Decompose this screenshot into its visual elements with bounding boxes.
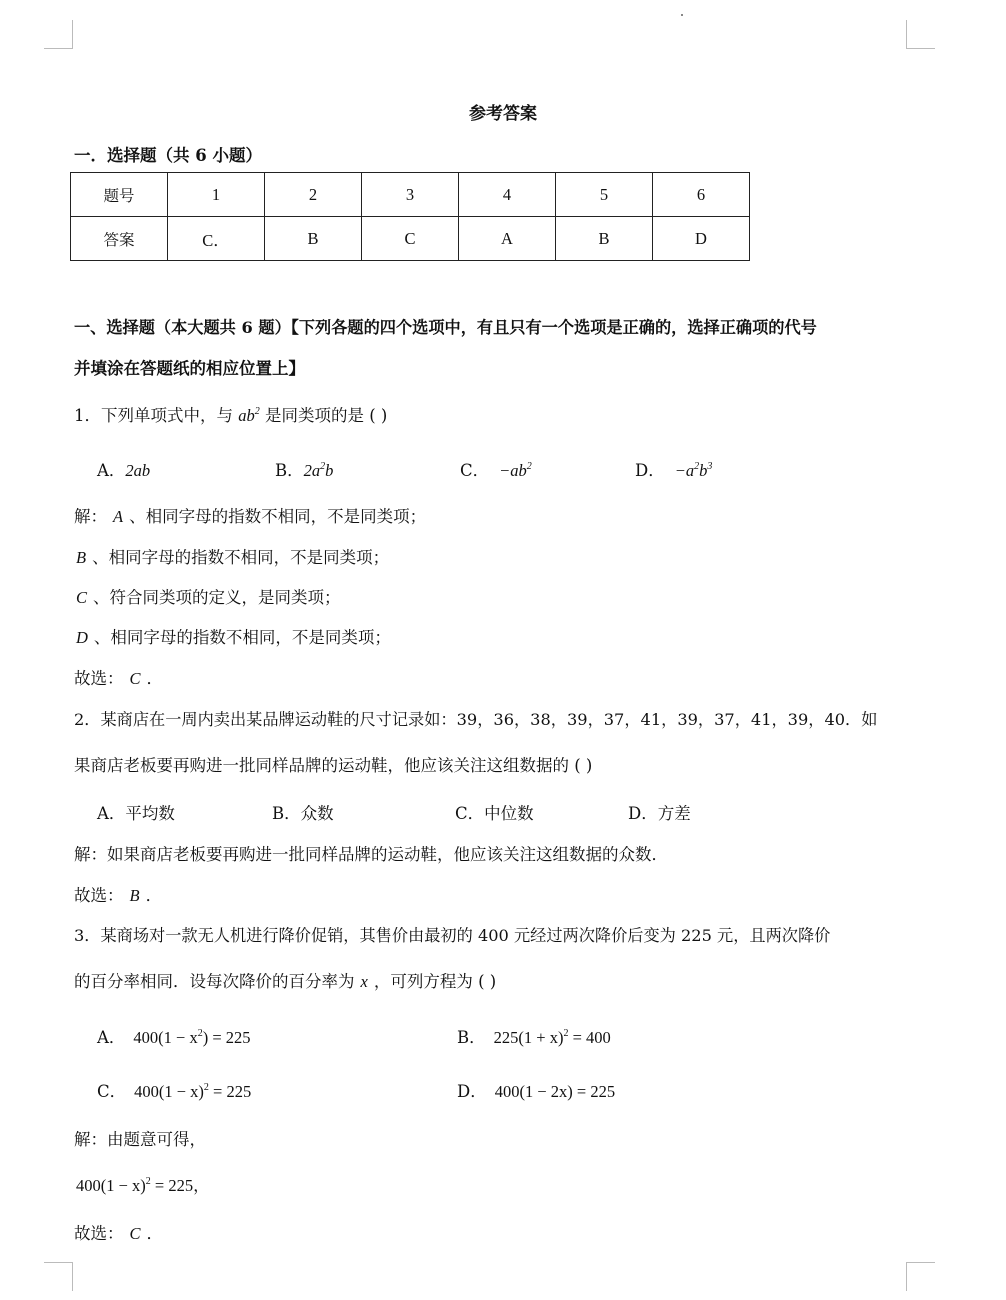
answer-table-answer-row (71, 217, 750, 261)
table-number: 2 (265, 173, 362, 217)
q1-solution-line: B 、相同字母的指数不相同，不是同类项； (76, 548, 390, 567)
q1-choice: 故选： C ． (74, 669, 164, 688)
page-dot (681, 14, 683, 16)
q1-option-a: A．2ab (97, 461, 151, 480)
q1-stem-prefix: 1．下列单项式中，与 (74, 406, 233, 425)
table-number: 4 (459, 173, 556, 217)
q3-stem-line1: 3．某商场对一款无人机进行降价促销，其售价由最初的 400 元经过两次降价后变为 225 元，且两次降价 (74, 926, 831, 945)
table-answer-label: 答案 (71, 217, 168, 261)
q2-solution: 解：如果商店老板要再购进一批同样品牌的运动鞋，他应该关注这组数据的众数． (74, 845, 668, 864)
table-answer: D (653, 217, 750, 261)
table-header-label: 题号 (71, 173, 168, 217)
table-answer: C． (168, 217, 265, 261)
q1-solution-line: D 、相同字母的指数不相同，不是同类项； (76, 628, 391, 647)
q1-stem-math: $ab^2$ (238, 406, 260, 425)
q3-option-d: D． 400(1 − 2x) = 225 (457, 1082, 616, 1101)
q1-solution-line: C 、符合同类项的定义，是同类项； (76, 588, 341, 607)
table-number: 1 (168, 173, 265, 217)
crop-mark-bottom-left (44, 1262, 73, 1291)
q1-option-b: B．$2a^2b$ (275, 461, 334, 480)
section2-heading-line2: 并填涂在答题纸的相应位置上】 (74, 359, 305, 378)
table-number: 6 (653, 173, 750, 217)
table-answer: B (265, 217, 362, 261)
q1-stem (74, 402, 387, 426)
section1-heading: 一．选择题（共 6 小题） (74, 146, 262, 165)
q2-stem-line2: 果商店老板要再购进一批同样品牌的运动鞋，他应该关注这组数据的 ( ) (74, 756, 593, 775)
q2-option-a: A．平均数 (97, 804, 175, 823)
crop-mark-bottom-right (906, 1262, 935, 1291)
table-number: 5 (556, 173, 653, 217)
q3-stem-line2: 的百分率相同．设每次降价的百分率为 x ，可列方程为 ( ) (74, 972, 497, 991)
q2-option-c: C．中位数 (455, 804, 534, 823)
q3-solution-equation: $400(1 - x)^2 = 225$， (76, 1176, 210, 1195)
answer-table (70, 172, 750, 261)
q3-solution-line1: 解：由题意可得， (74, 1130, 206, 1149)
q3-option-a: A． $400(1 - x^2) = 225$ (97, 1028, 251, 1047)
q3-option-c: C． $400(1 - x)^2 = 225$ (97, 1082, 252, 1101)
table-answer: A (459, 217, 556, 261)
crop-mark-top-left (44, 20, 73, 49)
q1-option-c: C． $-ab^2$ (460, 461, 532, 480)
q2-choice: 故选： B ． (74, 886, 163, 905)
answer-table-header-row (71, 173, 750, 217)
crop-mark-top-right (906, 20, 935, 49)
q2-option-b: B．众数 (272, 804, 334, 823)
table-answer: C (362, 217, 459, 261)
q1-solution-line: 解： A 、相同字母的指数不相同，不是同类项； (74, 507, 427, 526)
table-number: 3 (362, 173, 459, 217)
page-title: 参考答案 (469, 104, 537, 124)
q3-choice: 故选： C ． (74, 1224, 164, 1243)
section2-heading-line1: 一、选择题（本大题共 6 题）【下列各题的四个选项中，有且只有一个选项是正确的，选择正确项的代号 (74, 318, 817, 337)
q1-option-d: D． $-a^2b^3$ (635, 461, 713, 480)
q2-option-d: D．方差 (628, 804, 691, 823)
table-answer: B (556, 217, 653, 261)
q3-option-b: B． $225(1 + x)^2 = 400$ (457, 1028, 611, 1047)
q1-stem-suffix: 是同类项的是 ( ) (265, 406, 388, 425)
q2-stem-line1: 2．某商店在一周内卖出某品牌运动鞋的尺寸记录如：39，36，38，39，37，41，39，37，41，39，40．如 (74, 710, 878, 729)
